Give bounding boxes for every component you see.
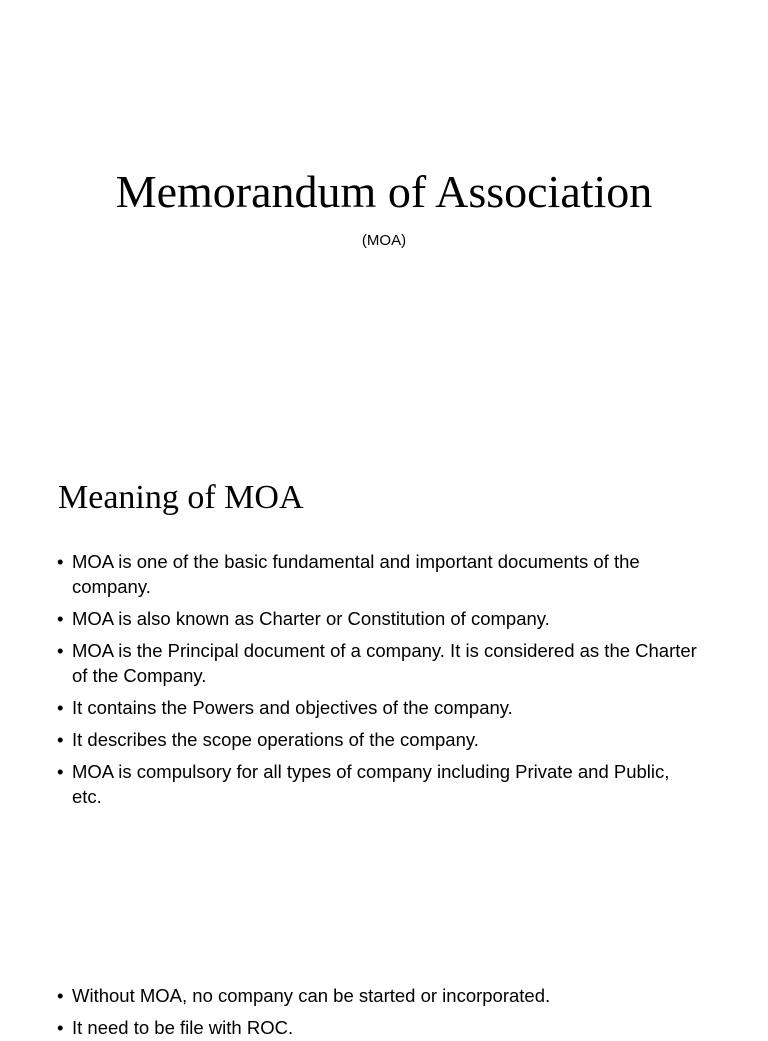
list-item [57,728,697,753]
bullet-icon: • [57,640,64,661]
list-item-text: Without MOA, no company can be started or incorporated. [72,985,551,1006]
list-item [57,696,697,721]
bullet-icon: • [57,551,64,572]
list-item-text: It describes the scope operations of the company. [72,729,479,750]
list-item [57,607,697,632]
bullet-icon: • [57,729,64,750]
list-item-text: MOA is also known as Charter or Constitution of company. [72,608,550,629]
page-subtitle: (MOA) [361,232,407,249]
list-item-text: MOA is one of the basic fundamental and important documents of the company. [72,551,640,597]
list-item [57,639,697,688]
list-item [57,760,697,809]
page-title: Memorandum of Association [115,166,653,217]
list-item-text: It contains the Powers and objectives of the company. [72,697,513,718]
bullet-icon: • [57,697,64,718]
list-item-text: MOA is the Principal document of a company. It is considered as the Charter of the Company. [72,640,697,686]
list-item-text: MOA is compulsory for all types of company including Private and Public, etc. [72,761,670,807]
section-heading: Meaning of MOA [58,479,304,516]
list-item [57,1016,697,1041]
bullet-icon: • [57,985,64,1006]
list-item [57,550,697,599]
bullet-icon: • [57,608,64,629]
list-item-text: It need to be file with ROC. [72,1017,294,1038]
list-item [57,984,697,1009]
bullet-icon: • [57,1017,64,1038]
bullet-icon: • [57,761,64,782]
